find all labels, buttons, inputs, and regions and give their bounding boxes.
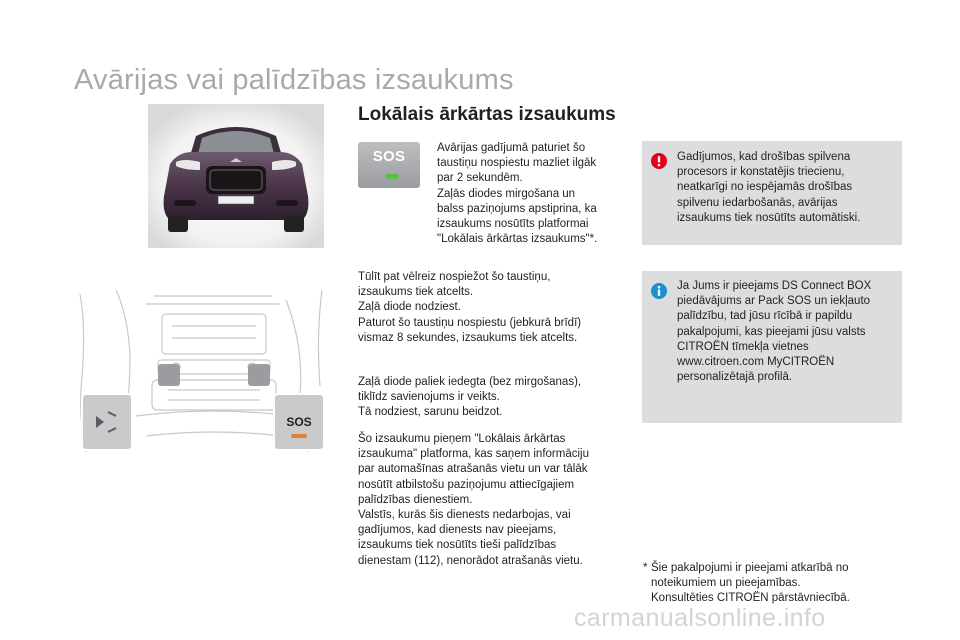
text-line: Šo izsaukumu pieņem "Lokālais ārkārtas <box>358 433 566 445</box>
text-line: par 2 sekundēm. <box>437 172 523 185</box>
text-line: Gadījumos, kad drošības spilvena <box>677 151 851 163</box>
text-line: par automašīnas atrašanās vietu un var tālāk <box>358 463 588 476</box>
text-line: izsaukums tiek nosūtīts tieši palīdzības <box>358 539 557 552</box>
text-line: Tā nodziest, sarunu beidzot. <box>358 406 503 419</box>
text-line: izsaukums nosūtīts platformai <box>437 218 589 231</box>
text-line: tiklīdz savienojums ir veikts. <box>358 391 500 404</box>
text-line: Valstīs, kurās šis dienests nedarbojas, vai <box>358 509 571 522</box>
info-text <box>677 279 871 385</box>
cancel-text <box>358 270 581 346</box>
info-note-box <box>642 271 902 423</box>
warning-icon <box>651 153 667 169</box>
text-line: balss paziņojums apstiprina, ka <box>437 202 597 215</box>
text-line: gadījumos, kad dienests nav pieejams, <box>358 524 557 537</box>
text-line: pakalpojumi, kas pieejami jūsu valsts <box>677 325 866 338</box>
text-line: neatkarīgi no iespējamās drošības <box>677 181 853 194</box>
text-line: palīdzības dienestiem. <box>358 493 473 506</box>
platform-text <box>358 432 589 569</box>
text-line: vismaz 8 sekundes, izsaukums tiek atcelts. <box>358 331 578 344</box>
text-line: noteikumiem un pieejamības. <box>651 577 801 590</box>
section-title: Lokālais ārkārtas izsaukums <box>358 104 616 125</box>
text-line: Paturot šo taustiņu nospiestu (jebkurā brīdī) <box>358 316 582 329</box>
footnote <box>643 561 850 607</box>
text-line: spilvenu iedarbošanās, avārijas <box>677 196 838 209</box>
info-icon <box>651 283 667 299</box>
text-line: Šie pakalpojumi ir pieejami atkarībā no <box>651 562 849 574</box>
text-line: Avārijas gadījumā paturiet šo <box>437 142 586 154</box>
sos-button-illustration <box>358 142 420 188</box>
center-console-image <box>76 286 326 454</box>
sos-label: SOS <box>372 148 406 165</box>
text-line: "Lokālais ārkārtas izsaukums"*. <box>437 233 598 246</box>
connected-text <box>358 375 581 421</box>
warning-note-box <box>642 141 902 245</box>
text-line: www.citroen.com MyCITROËN <box>677 356 835 369</box>
text-line: Konsultēties CITROËN pārstāvniecībā. <box>651 592 850 605</box>
text-line: izsaukuma" platforma, kas saņem informāciju <box>358 448 589 461</box>
text-line: Ja Jums ir pieejams DS Connect BOX <box>677 280 872 292</box>
text-line: izsaukums tiek nosūtīts automātiski. <box>677 211 861 224</box>
text-line: Zaļā diode nodziest. <box>358 301 461 314</box>
footnote-marker: * <box>643 562 648 574</box>
green-led-indicator <box>385 174 399 179</box>
text-line: Zaļās diodes mirgošana un <box>437 187 576 200</box>
watermark: carmanualsonline.info <box>574 604 826 632</box>
text-line: piedāvājums ar Pack SOS un iekļauto <box>677 295 871 308</box>
text-line: procesors ir konstatējis triecienu, <box>677 166 845 179</box>
warning-text <box>677 150 860 226</box>
car-front-image <box>148 104 324 248</box>
text-line: taustiņu nospiestu mazliet ilgāk <box>437 157 597 170</box>
text-line: izsaukums tiek atcelts. <box>358 286 474 299</box>
page-title: Avārijas vai palīdzības izsaukums <box>74 64 514 96</box>
text-line: nosūtīt atbilstošu paziņojumu attiecīgajiem <box>358 478 575 491</box>
text-line: personalizētajā profilā. <box>677 371 793 384</box>
text-line: Tūlīt pat vēlreiz nospiežot šo taustiņu, <box>358 271 551 283</box>
text-line: CITROËN tīmekļa vietnes <box>677 340 809 353</box>
text-line: dienestam (112), nenorādot atrašanās vietu. <box>358 554 583 567</box>
intro-text <box>437 141 597 247</box>
console-sos-label: SOS <box>286 415 312 429</box>
text-line: palīdzību, tad jūsu rīcībā ir papildu <box>677 310 853 323</box>
text-line: Zaļā diode paliek iedegta (bez mirgošanas), <box>358 376 582 388</box>
